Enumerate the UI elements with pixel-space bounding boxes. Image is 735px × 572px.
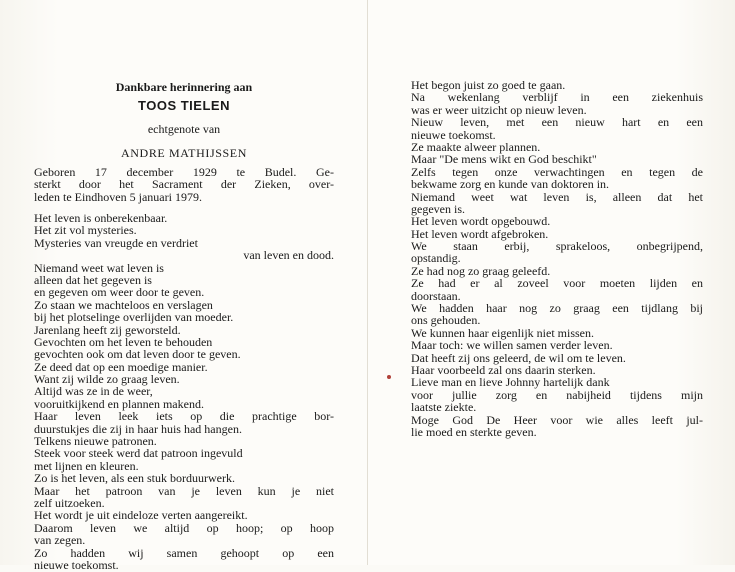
text-line: Gevochten om het leven te behouden bbox=[34, 334, 213, 349]
text-line: Niemand weet wat leven is bbox=[34, 260, 164, 275]
spouse-intro: echtgenote van bbox=[147, 122, 221, 136]
text-line: Het leven wordt afgebroken. bbox=[411, 226, 549, 241]
text-line: Zo hadden wij samen gehoopt op een bbox=[34, 545, 334, 560]
text-line: Daarom leven we altijd op hoop; op hoop bbox=[34, 520, 334, 535]
text-line: gevochten ook om dat leven door te geven. bbox=[34, 347, 241, 362]
text-line: Zo is het leven, als een stuk borduurwerk. bbox=[34, 471, 235, 486]
text-line: nieuwe toekomst. bbox=[34, 557, 119, 572]
text-line: Zo staan we machteloos en verslagen bbox=[34, 297, 213, 312]
text-line: Lieve man en lieve Johnny hartelijk dank bbox=[411, 375, 610, 390]
text-line: Altijd was ze in de weer, bbox=[34, 384, 153, 399]
text-line: was er weer uitzicht op nieuw leven. bbox=[411, 102, 587, 117]
text-line: duurstukjes die zij in haar huis had hangen. bbox=[34, 421, 242, 436]
text-line: Ze deed dat op een moedige manier. bbox=[34, 359, 208, 374]
text-line: We staan erbij, sprakeloos, onbegrijpend, bbox=[411, 239, 703, 254]
text-line: zelf uitzoeken. bbox=[34, 495, 105, 510]
text-line: Het leven is onberekenbaar. bbox=[34, 211, 168, 225]
text-line: bekwame zorg en kunde van doktoren in. bbox=[411, 177, 610, 192]
text-line: Het zit vol mysteries. bbox=[34, 223, 137, 238]
text-line: Geboren 17 december 1929 te Budel. Ge- bbox=[34, 165, 334, 179]
text-line: lie moed en sterkte geven. bbox=[411, 424, 537, 439]
text-line: sterkt door het Sacrament der Zieken, over- bbox=[34, 177, 334, 192]
text-line: opstandig. bbox=[411, 251, 461, 266]
text-line: Nieuw leven, met een nieuw hart en een bbox=[411, 115, 703, 130]
text-line: Maar "De mens wikt en God beschikt" bbox=[411, 152, 597, 167]
text-line: bij het plotselinge overlijden van moeder. bbox=[34, 310, 234, 325]
text-line: Haar leven leek iets op die prachtige bor- bbox=[34, 409, 334, 424]
text-line: Het wordt je uit eindeloze verten aangereikt. bbox=[34, 508, 248, 523]
text-line: Telkens nieuwe patronen. bbox=[34, 434, 157, 449]
text-line: doorstaan. bbox=[411, 288, 461, 303]
text-line: Na wekenlang verblijf in een ziekenhuis bbox=[411, 90, 703, 105]
text-line: Haar voorbeeld zal ons daarin sterken. bbox=[411, 362, 596, 377]
text-line: alleen dat het gegeven is bbox=[34, 272, 152, 287]
text-line: We hadden haar nog zo graag een tijdlang bij bbox=[411, 301, 703, 316]
text-line: ons gehouden. bbox=[411, 313, 481, 328]
text-line: nieuwe toekomst. bbox=[411, 127, 496, 142]
poem-left bbox=[34, 212, 370, 571]
text-line: Ze had nog zo graag geleefd. bbox=[411, 263, 551, 278]
text-line: Maar het patroon van je leven kun je niet bbox=[34, 483, 334, 498]
deceased-name: TOOS TIELEN bbox=[138, 98, 230, 113]
text-line: laatste ziekte. bbox=[411, 400, 477, 415]
text-line: Want zij wilde zo graag leven. bbox=[34, 372, 180, 387]
text-line: en gegeven om weer door te geven. bbox=[34, 285, 205, 300]
text-line: We kunnen haar eigenlijk niet missen. bbox=[411, 325, 594, 340]
poem-right bbox=[411, 79, 703, 438]
text-line: voor jullie zorg en nabijheid tijdens mijn bbox=[411, 387, 703, 402]
text-line: Moge God De Heer voor wie alles leeft jul- bbox=[411, 412, 703, 427]
text-line: Maar toch: we willen samen verder leven. bbox=[411, 338, 613, 353]
text-line: Het begon juist zo goed te gaan. bbox=[411, 78, 566, 92]
ink-speck bbox=[387, 375, 391, 379]
text-line: Zelfs tegen onze verwachtingen en tegen de bbox=[411, 164, 703, 179]
text-line: vooruitkijkend en plannen makend. bbox=[34, 396, 204, 411]
text-line: Mysteries van vreugde en verdriet bbox=[34, 235, 198, 250]
birth-death-notice bbox=[34, 166, 334, 203]
text-line: van zegen. bbox=[34, 533, 86, 548]
spouse-name: ANDRE MATHIJSSEN bbox=[121, 146, 247, 160]
text-line: met lijnen en kleuren. bbox=[34, 458, 139, 473]
text-line: leden te Eindhoven 5 januari 1979. bbox=[34, 189, 202, 204]
text-line: Ze maakte alweer plannen. bbox=[411, 139, 541, 154]
text-line: Steek voor steek werd dat patroon ingevuld bbox=[34, 446, 243, 461]
memorial-heading: Dankbare herinnering aan bbox=[115, 80, 253, 94]
text-line: Ze had er al zoveel voor moeten lijden en bbox=[411, 276, 703, 291]
text-line: van leven en dood. bbox=[243, 248, 334, 263]
text-line: Het leven wordt opgebouwd. bbox=[411, 214, 551, 229]
text-line: Niemand weet wat leven is, alleen dat het bbox=[411, 189, 703, 204]
text-line: Jarenlang heeft zij geworsteld. bbox=[34, 322, 181, 337]
text-line: Dat heeft zij ons geleerd, de wil om te leven. bbox=[411, 350, 626, 365]
text-line: gegeven is. bbox=[411, 201, 465, 216]
